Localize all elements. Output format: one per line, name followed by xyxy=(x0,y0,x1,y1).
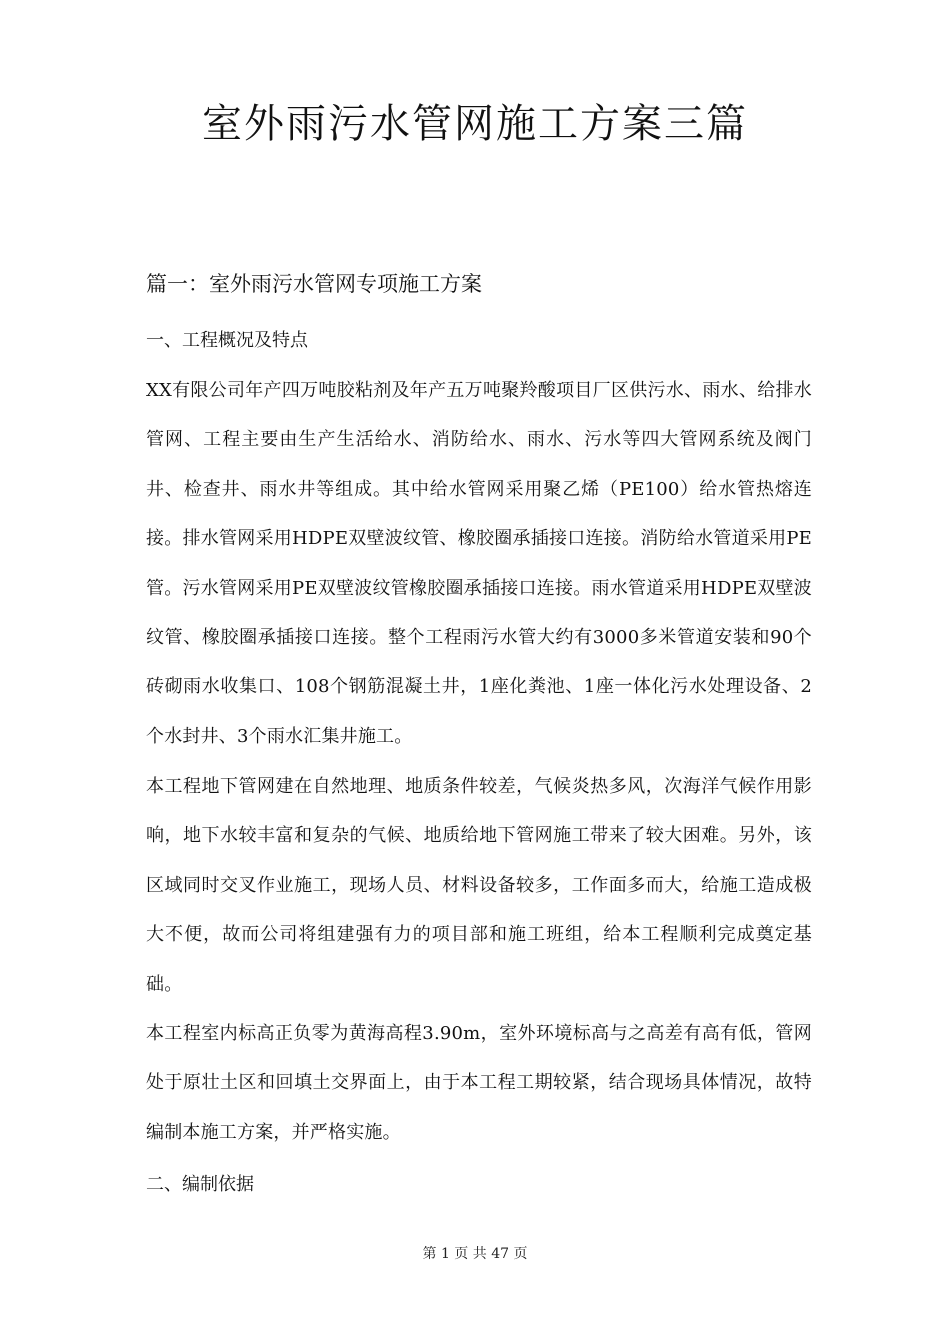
heading-project-overview: 一、工程概况及特点 xyxy=(146,330,308,351)
page-number-footer: 第 1 页 共 47 页 xyxy=(422,1246,528,1262)
document-title: 室外雨污水管网施工方案三篇 xyxy=(202,101,748,147)
paragraph-elevation: 本工程室内标高正负零为黄海高程3.90m，室外环境标高与之高差有高有低，管网处于原壮土区和回填土交界面上，由于本工程工期较紧，结合现场具体情况，故特编制本施工方案，并严格实施。 xyxy=(146,1023,812,1143)
paragraph-overview: XX有限公司年产四万吨胶粘剂及年产五万吨聚羚酸项目厂区供污水、雨水、给排水管网、工程主要由生产生活给水、消防给水、雨水、污水等四大管网系统及阀门井、检查井、雨水井等组成。其中给水管网采用聚乙烯（PE100）给水管热熔连接。排水管网采用HDPE双壁波纹管、橡胶圈承插接口连接。消防给水管道采用PE管。污水管网采用PE双壁波纹管橡胶圈承插接口连接。雨水管道采用HDPE双壁波纹管、橡胶圈承插接口连接。整个工程雨污水管大约有3000多米管道安装和90个砖砌雨水收集口、108个钢筋混凝土井，1座化粪池、1座一体化污水处理设备、2个水封井、3个雨水汇集井施工。 xyxy=(146,380,812,747)
paragraph-conditions: 本工程地下管网建在自然地理、地质条件较差，气候炎热多风，次海洋气候作用影响，地下水较丰富和复杂的气候、地质给地下管网施工带来了较大困难。另外，该区域同时交叉作业施工，现场人员、材料设备较多，工作面多而大，给施工造成极大不便，故而公司将组建强有力的项目部和施工班组，给本工程顺利完成奠定基础。 xyxy=(146,776,812,995)
section-title: 篇一：室外雨污水管网专项施工方案 xyxy=(146,272,482,296)
heading-basis: 二、编制依据 xyxy=(146,1174,254,1195)
